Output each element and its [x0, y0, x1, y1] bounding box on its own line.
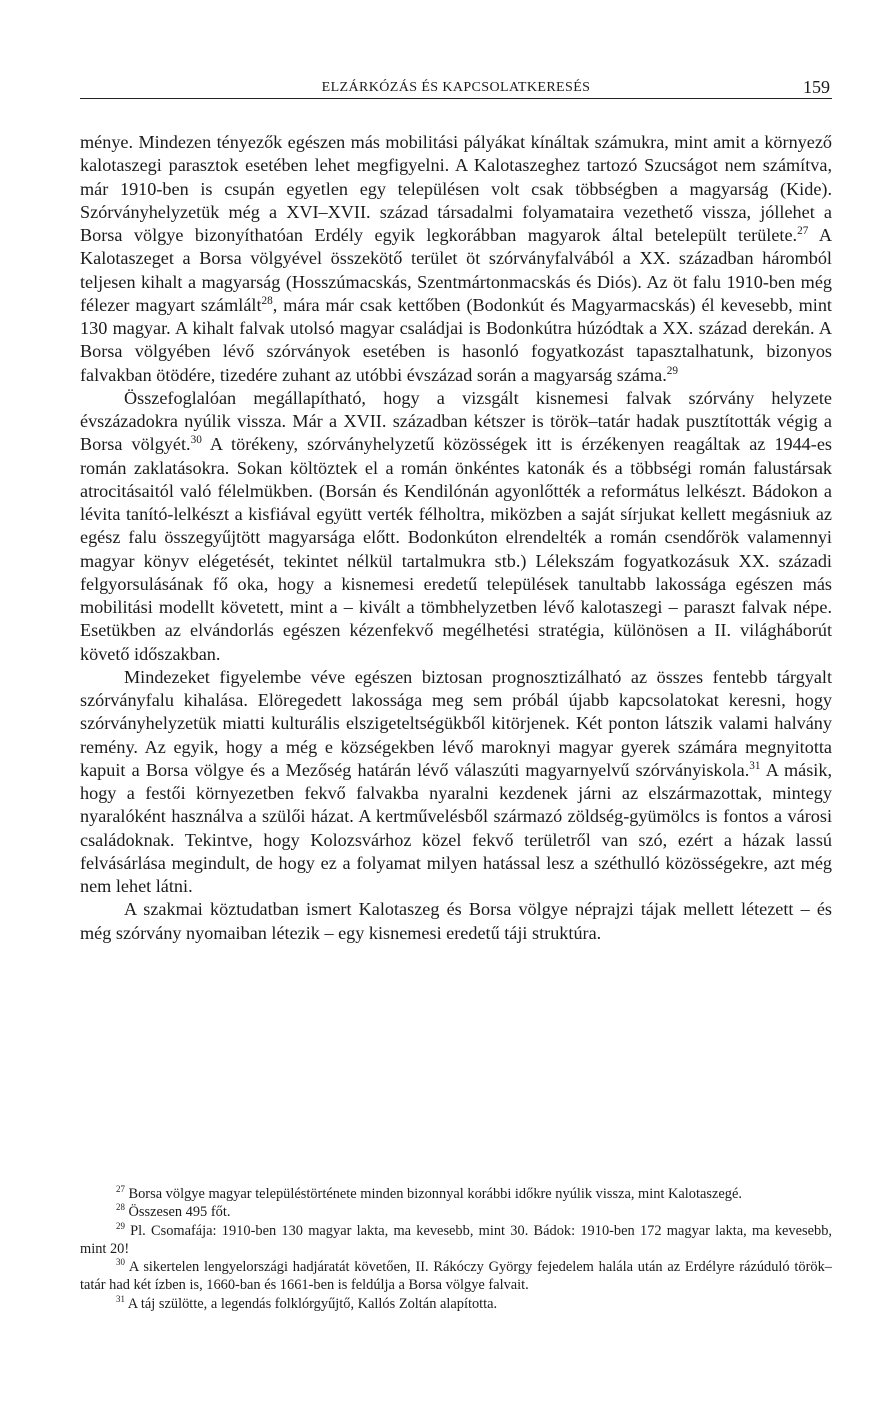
footnote-29	[80, 1222, 832, 1259]
footnotes	[80, 1185, 832, 1313]
footnote-number: 30	[116, 1257, 125, 1268]
footnote-text: A táj szülötte, a legendás folklórgyűjtő, Kallós Zoltán alapította.	[124, 1295, 498, 1312]
footnote-number: 28	[116, 1202, 125, 1213]
footnote-text: Összesen 495 főt.	[124, 1204, 231, 1221]
footnote-text: Borsa völgye magyar településtörténete minden bizonnyal korábbi időkre nyúlik vissza, mint Kalotaszegé.	[124, 1186, 742, 1202]
running-title: ELZÁRKÓZÁS ÉS KAPCSOLATKERESÉS	[321, 80, 591, 95]
footnote-ref-27[interactable]: 27	[797, 224, 809, 237]
footnote-number: 29	[116, 1220, 125, 1231]
main-text	[80, 131, 832, 945]
paragraph-3	[80, 666, 832, 899]
footnote-number: 27	[116, 1184, 125, 1195]
footnote-30	[80, 1258, 832, 1295]
paragraph-2	[80, 387, 832, 666]
paragraph-text: Összefoglalóan megállapítható, hogy a vizsgált kisnemesi falvak szórvány helyzete évszázadokra nyúlik vissza. Már a XVII. században kétszer is török–tatár hadak pusztították végig a Borsa völgyét.	[80, 387, 832, 455]
paragraph-text: A törékeny, szórványhelyzetű közösségek itt is érzékenyen reagáltak az 1944-es román zaklatásokra. Sokan költöztek el a román önkéntes katonák és a többségi román falustársak atrocitásaitól való félelmükben. (Borsán és Kendilónán agyonlőtték a református lelkészt. Bádokon a lévita tanító-lelkészt a kisfiával együtt verték félholtra, miközben a saját sírjukat kellett megásniuk az egész falu összegyűjtött magyarsága előtt. Bodonkúton elrendelték a román csendőrök valamennyi magyar könyv elégetését, tekintet nélkül tartalmukra stb.) Lélekszám fogyatkozásuk XX. századi felgyorsulásának fő oka, hogy a kisnemesi eredetű települések tanultabb lakossága egészen más mobilitási modellt követett, mint a – kivált a tömbhelyzetben lévő kalotaszegi – paraszt falvak népe. Esetükben az elvándorlás egészen kézenfekvő megélhetési stratégia, különösen a II. világháborút követő időszakban.	[80, 434, 832, 664]
paragraph-text: Mindezeket figyelembe véve egészen biztosan prognosztizálható az összes fentebb tárgyalt szórványfalu kihalása. Elöregedett lakossága meg sem próbál újabb kapcsolatokat keresni, hogy szórványhelyzetük miatti kulturális elszigeteltségükből kitörjenek. Két ponton látszik valami halvány remény. Az egyik, hogy a még e községekben lévő maroknyi magyar gyerek számára megnyitotta kapuit a Borsa völgye és a Mezőség határán lévő válaszúti magyarnyelvű szórványiskola.	[80, 666, 832, 780]
footnote-ref-28[interactable]: 28	[261, 294, 273, 307]
paragraph-text: ménye. Mindezen tényezők egészen más mobilitási pályákat kínáltak számukra, mint amit a környező kalotaszegi parasztok esetében lehet megfigyelni. A Kalotaszeghez tartozó Szucságot nem számítva, már 1910-ben is csupán egyetlen egy településen volt csak többségben a magyarság (Kide). Szórványhelyzetük még a XVI–XVII. század társadalmi folyamataira vezethető vissza, jóllehet a Borsa völgye bizonyíthatóan Erdély egyik legkorábban magyarok által betelepült területe.	[80, 132, 832, 245]
paragraph-text: A másik, hogy a festői környezetben fekvő falvakba nyaralni kezdenek járni az elszármazottak, mintegy nyaralóként használva a szülői házat. A kertművelésből származó zöldség-gyümölcs is fontos a városi családoknak. Tekintve, hogy Kolozsvárhoz közel fekvő területről van szó, ezért a házak lassú felvásárlása megindult, de hogy ez a folyamat milyen hatással lesz a széthulló közösségekre, azt még nem lehet látni.	[80, 759, 832, 896]
footnote-ref-30[interactable]: 30	[190, 434, 202, 447]
page-number: 159	[803, 77, 830, 97]
page-header	[80, 78, 832, 99]
paragraph-text: , mára már csak kettőben (Bodonkút és Magyarmacskás) él kevesebb, mint 130 magyar. A kihalt falvak utolsó magyar családjai is Bodonkútra húzódtak a XX. század derekán. A Borsa völgyében lévő szórványok esetében is hasonló fogyatkozást tapasztalhatunk, bizonyos falvakban ötödére, tizedére zuhant az utóbbi évszázad során a magyarság száma.	[80, 294, 832, 385]
footnote-31	[80, 1295, 832, 1313]
footnote-number: 31	[116, 1293, 125, 1304]
footnote-27	[80, 1185, 832, 1203]
paragraph-1	[80, 131, 832, 387]
footnote-ref-29[interactable]: 29	[666, 364, 679, 377]
footnote-28	[80, 1203, 832, 1221]
footnote-text: A sikertelen lengyelországi hadjáratát követően, II. Rákóczy György fejedelem halála után az Erdélyre rázúduló török–tatár had két ízben is, 1660-ban és 1661-ben is feldúlja a Borsa völgye falvait.	[80, 1259, 832, 1294]
paragraph-4: A szakmai köztudatban ismert Kalotaszeg és Borsa völgye néprajzi tájak mellett létezett – és még szórvány nyomaiban létezik – egy kisnemesi eredetű táji struktúra.	[80, 899, 832, 943]
paragraph-text: A Kalotaszeget a Borsa völgyével összekötő terület öt szórványfalvából a XX. században háromból teljesen kihalt a magyarság (Hosszúmacskás, Szentmártonmacskás és Diós). Az öt falu 1910-ben még félezer magyart számlált	[80, 225, 832, 315]
footnote-ref-31[interactable]: 31	[749, 759, 761, 772]
footnote-text: Pl. Csomafája: 1910-ben 130 magyar lakta, ma kevesebb, mint 30. Bádok: 1910-ben 172 magyar lakta, ma kevesebb, mint 20!	[80, 1222, 832, 1257]
